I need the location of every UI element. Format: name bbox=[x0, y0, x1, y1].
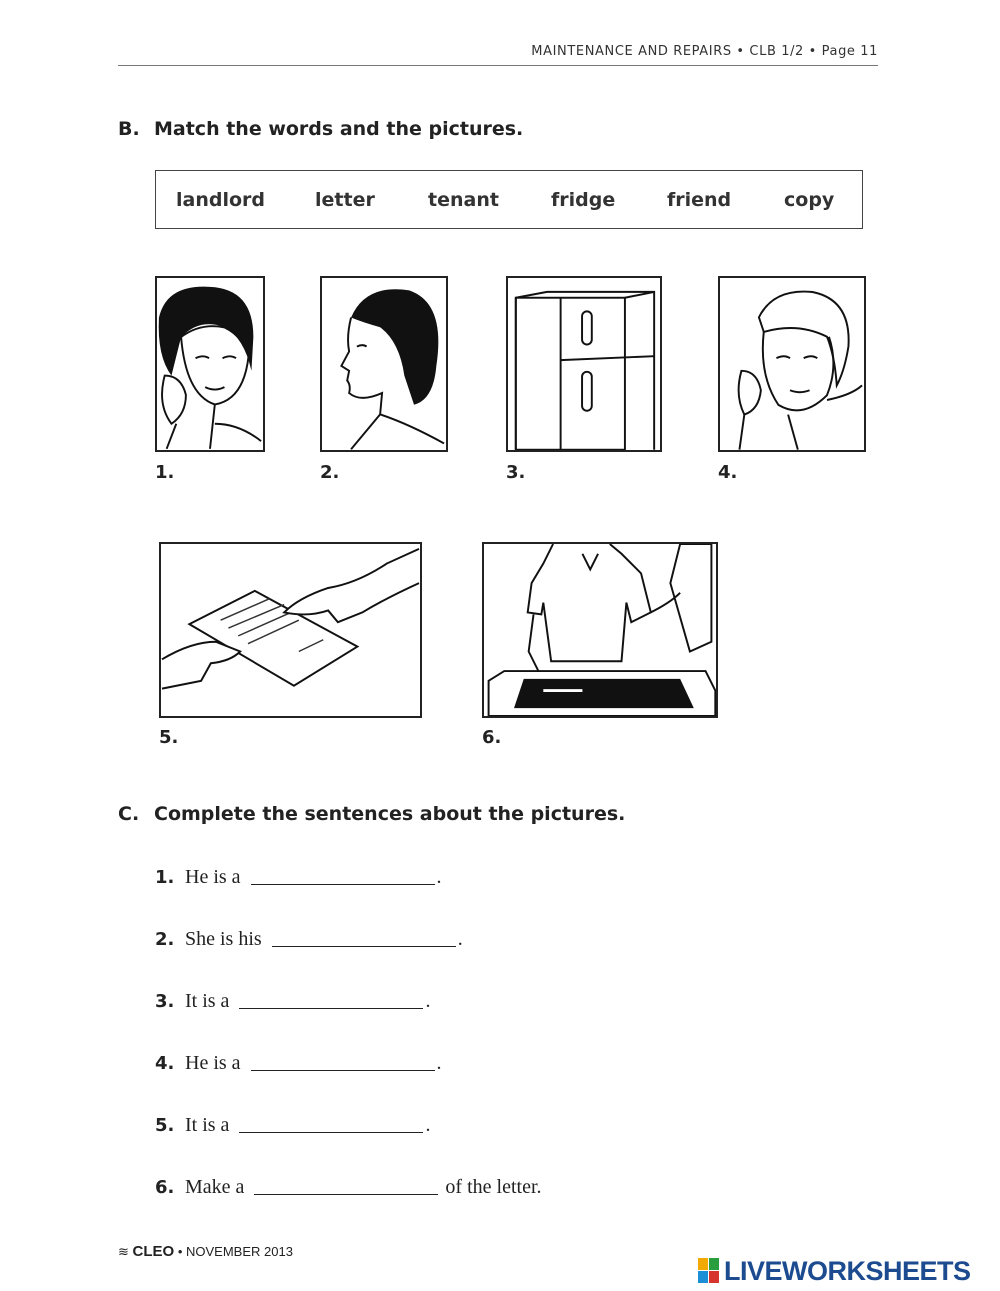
section-b-letter: B. bbox=[118, 118, 140, 140]
man-on-phone-icon bbox=[720, 278, 864, 450]
sentence-5 bbox=[155, 1114, 430, 1137]
sentence-6-before: Make a bbox=[185, 1176, 245, 1198]
section-b-text: Match the words and the pictures. bbox=[154, 118, 524, 140]
sentence-5-number: 5. bbox=[155, 1115, 175, 1136]
sentence-4-before: He is a bbox=[185, 1052, 241, 1074]
sentence-4-after: . bbox=[436, 1052, 442, 1074]
liveworksheets-text: LIVEWORKSHEETS bbox=[724, 1255, 971, 1286]
answer-blank-3[interactable] bbox=[239, 1007, 423, 1009]
page-header: MAINTENANCE AND REPAIRS • CLB 1/2 • Page 11 bbox=[118, 44, 878, 66]
answer-blank-5[interactable] bbox=[239, 1131, 423, 1133]
picture-1 bbox=[155, 276, 265, 452]
section-c-text: Complete the sentences about the pictures. bbox=[154, 803, 626, 825]
woman-on-phone-icon bbox=[157, 278, 263, 450]
hands-passing-letter-icon bbox=[161, 544, 420, 716]
sentence-4-number: 4. bbox=[155, 1053, 175, 1074]
cleo-logo-icon: ≋ bbox=[118, 1244, 129, 1259]
answer-blank-4[interactable] bbox=[251, 1069, 435, 1071]
word-bank bbox=[155, 170, 863, 229]
sentence-1-number: 1. bbox=[155, 867, 175, 888]
sentence-2-after: . bbox=[457, 928, 463, 950]
liveworksheets-watermark bbox=[698, 1256, 971, 1286]
sentence-2-before: She is his bbox=[185, 928, 262, 950]
picture-3 bbox=[506, 276, 662, 452]
sentence-6-number: 6. bbox=[155, 1177, 175, 1198]
word-letter[interactable]: letter bbox=[315, 189, 375, 211]
sentence-3-before: It is a bbox=[185, 990, 230, 1012]
sentence-3-number: 3. bbox=[155, 991, 175, 1012]
word-copy[interactable]: copy bbox=[784, 189, 835, 211]
word-fridge[interactable]: fridge bbox=[551, 189, 616, 211]
sentence-1-before: He is a bbox=[185, 866, 241, 888]
section-b-title bbox=[118, 118, 523, 140]
fridge-icon bbox=[508, 278, 660, 450]
sentence-1-after: . bbox=[436, 866, 442, 888]
sentence-4 bbox=[155, 1052, 442, 1075]
sentence-3-after: . bbox=[425, 990, 431, 1012]
sentence-5-after: . bbox=[425, 1114, 431, 1136]
footer-brand: CLEO bbox=[132, 1243, 175, 1260]
sentence-2-number: 2. bbox=[155, 929, 175, 950]
picture-6-number: 6. bbox=[482, 727, 502, 748]
sentence-3 bbox=[155, 990, 430, 1013]
picture-2-number: 2. bbox=[320, 462, 340, 483]
answer-blank-2[interactable] bbox=[272, 945, 456, 947]
sentence-6 bbox=[155, 1176, 542, 1199]
answer-blank-1[interactable] bbox=[251, 883, 435, 885]
picture-1-number: 1. bbox=[155, 462, 175, 483]
section-c-title bbox=[118, 803, 625, 825]
woman-profile-icon bbox=[322, 278, 446, 450]
picture-4 bbox=[718, 276, 866, 452]
picture-5-number: 5. bbox=[159, 727, 179, 748]
liveworksheets-logo-icon bbox=[698, 1258, 720, 1284]
word-tenant[interactable]: tenant bbox=[428, 189, 499, 211]
footer-cleo bbox=[118, 1243, 293, 1260]
picture-4-number: 4. bbox=[718, 462, 738, 483]
sentence-6-after: of the letter. bbox=[440, 1176, 542, 1198]
section-c-letter: C. bbox=[118, 803, 140, 825]
sentence-5-before: It is a bbox=[185, 1114, 230, 1136]
man-at-photocopier-icon bbox=[484, 544, 716, 716]
word-landlord[interactable]: landlord bbox=[176, 189, 265, 211]
picture-5 bbox=[159, 542, 422, 718]
footer-date: • NOVEMBER 2013 bbox=[177, 1244, 293, 1259]
picture-6 bbox=[482, 542, 718, 718]
picture-3-number: 3. bbox=[506, 462, 526, 483]
picture-2 bbox=[320, 276, 448, 452]
sentence-2 bbox=[155, 928, 463, 951]
answer-blank-6[interactable] bbox=[254, 1193, 438, 1195]
sentence-1 bbox=[155, 866, 442, 889]
word-friend[interactable]: friend bbox=[667, 189, 732, 211]
